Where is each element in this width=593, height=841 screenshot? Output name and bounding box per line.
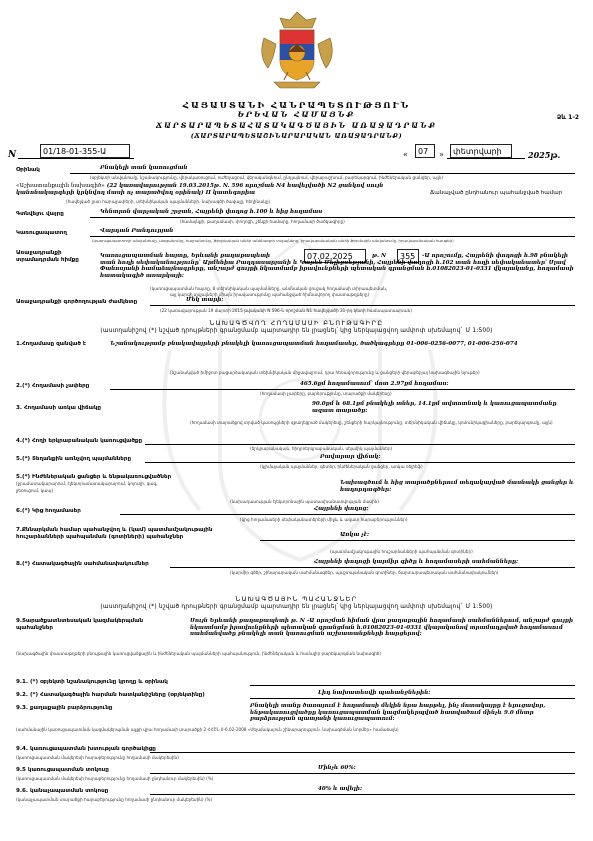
request-label: Առաջադրանքի տրամադրման հիմքը [16,250,79,263]
s1-r1-note: (նշանակված իմիջոտ բացարձակական տեխնիկական միջավայրում, դրա հեռավորությունը և ցանցերի վերաբերյալ նախագծային նյութեր) [170,370,480,375]
s1-r8-value: Առկա չէ: [340,532,370,538]
term-value: Մեկ տարի: [186,297,224,303]
s1-r5-label: 5.(*) Տեղանքին առնչվող պայմանները [16,456,132,462]
s1-r4-note: (երկրաբանական, հիդրոերկրաբանական, սեյսմիկ պայմաններ) [250,446,393,451]
request-text-2: թ. N [372,253,387,259]
doc-number-field[interactable]: 01/18-01-355-Ա [40,144,130,158]
coat-of-arms-emblem [254,8,340,90]
orderer-note: (օբյեկտի անվանումը, նշանակությունը, վերակառուցում, ուժեղացում, վերականգնում, ընդլայնում, վերաբաշխում, բարեկարգում, ինժեներական ցանցեր, այլն) [90,175,444,180]
header-community: ԵՐԵՎԱՆ ՀԱՄԱՅՆՔ [237,110,356,119]
owner-value: Վարդան Բանդուրյան [100,228,174,234]
request-note-2: այլ կարգի տվյալների միայն իրավասությունը պահանջված հիմնավորող փաստաթղթերը) [170,292,370,297]
s2-r2-label: 9.1. (*) օբյեկտի նշանակությունը կրողը և օրինակ [16,679,168,685]
s1-r3-value: 90.0քմ և 68.1քմ բնակելի տներ, 14.1քմ ավտոտնակ և կառուցապատմանը ազատ տարածք: [312,401,557,414]
basis-text [16,183,396,196]
term-note: (22 կառավարության 19 մարտի 2015 թվականի N 596-Ն որոշման N1 հավելվածի 31-րդ կետի համապատասխան) [160,308,412,313]
request-text-1: Կառուցապատման հայտը, Երևանի քաղաքապետի [100,253,271,259]
s2-r1-note: (նախագծային փաստաթղթերի բնույթային կառուցվածքային և ինժեներական պայմանների պահպանություն, ինժեներական և համալիր բարեկարգման նախագիծ) [16,651,382,656]
s1-r7-note: (կից հողամասերի սեփականատերերի միջև և ազատ հարաբերություններ) [240,517,408,522]
s2-r4-note: (սահմանային կառուցապատման կազմակերպման աչքի վրա հողամասի տարածքի 2 ՀՀՇՆ II-6.02-2008 «Սեյսմակայուն շինարարություն. նախագծման նորմեր» համաձայն) [16,727,399,732]
s1-r5-note: (կլիմայական պայմաններ, գետեր, ինժեներական ցանցեր, առկա ռելիեֆ) [260,464,423,469]
quote-open: « [403,150,408,159]
s1-r3-label: 3. Հողամասի առկա վիճակը [16,405,101,411]
orderer-label: Օրինակ [16,167,40,173]
address-value: Կենտրոն վարչական շրջան, Հայրենի փողոց հ.100 և հից հողամաս [100,209,323,215]
basis-label: «Աշխատանքային նախագիծ» [16,183,105,189]
s1-r7-label: 6.(*) Կից հողամասեր [16,508,81,514]
s2-r6-value: Մինչև 60%: [318,765,356,771]
request-note-1: (կառուցապատման հայտը, 8 տեխնիկական պայմանները, անմնական ցուցակ հողամասի տիրապետման, [150,286,388,291]
s2-r1-label: 9.Տարածքատնտեսական կազմակերպման պահանջներ [16,618,144,631]
term-label: Առաջադրանքի գործողության ժամկետը [16,299,138,305]
s1-r2-note: (հողամասի չափերը, բարձրությունը, տարածքի մակերեսը) [260,391,392,396]
page-title: ՃԱՐՏԱՐԱՊԵՏԱՀԱՏԱԿԱԳԾԱՅԻՆ ԱՌԱՋԱԴՐԱՆՔ [155,121,438,130]
basis-right-label: Ճանաչված ընդհանուր պահանջված համար [430,190,563,196]
s1-r6-note: (նախադասության էլեկտրոնային պատասխանատվության մասին) [230,499,380,504]
basis-value: (22 կառավարության 19.03.2015թ. N. 596 որոշման N4 հավելվածի N2 ցանկով սույն կանոնակարգերի կրկնվող մասի ոչ տարածվող օրինակ) II կատեգորիա [16,183,384,196]
doc-year: 2025թ. [528,150,561,160]
quote-close: » [439,150,444,159]
s1-r3-note: (հողամասի տարածքով տրված կառույցների զբաղեցրած մակերեսը, շենքերի հարկայնությունը, տեխնիկական վիճակը, կոմունիկացիաները, բարեկարգումը, այլն) [190,420,553,425]
s1-r6-value: Նախագծում և հից տարածքներում տեղակայված մասնակի ցանցեր և հաղորդագծեր: [340,480,574,493]
s1-r1-value: Նշանակությամբ բնակավայրերի բնակելի կառուցապատման հողամասեր, ծածկագրերը 01-006-0256-0077, 01-006-256-074 [110,341,518,347]
doc-day-field[interactable]: 07 [415,144,435,158]
s2-r7-note: (կանաչապատման տարածքի հարաբերությունը հողամասի ընդհանուր մակերեսին) (%) [16,797,213,802]
s1-r8-note: (պատմամշակութային հուշարձանների պահպանման գոտիներ) [330,549,473,554]
owner-label: Կառուցապատող [16,230,67,236]
orderer-value: Բնակելի տան կառուցման [100,165,188,171]
address-note: (համայնքի, թաղամասի, փողոցի, շենքի համարը, հողամասի ծածկագիրը) [180,219,345,224]
s1-r7-value: Հայրենի փողոց: [314,506,369,512]
s2-r6-label: 9.5 կառուցապատման տոկոսը [16,767,109,773]
request-date-field[interactable]: 07.02.2025 [304,249,366,263]
s2-r3-value: Լիդ նախատեսվի պահանջներին: [318,690,431,696]
section1-note: (աստղանիշով (*) նշված դրույթների գրանցմամբ պարտադիր են լրացնել՝ կից ներկայացվող ամփոփ սխեմայով` Մ 1:500) [100,328,493,334]
address-label: Գտնվելու վայրը [16,211,64,217]
s2-r5-label: 9.4. կառուցապատման խտության գործակիցը [16,746,156,752]
s1-r9-value: Հայրենի փողոցի կարմիր գիծը և հողամասերի սահմանները: [314,559,519,565]
s2-r7-label: 9.6. կանաչապատման տոկոսը [16,788,109,794]
s1-r5-value: Բավարար վիճակ: [320,454,381,460]
s1-r2-value: 465.6քմ հողամասում՝ մոտ 2.97քմ հողամաս: [300,381,449,387]
s1-r9-label: 8.(*) Հատակագծային սահմանափակումներ [16,561,149,567]
s1-r1-label: 1.Հողամասը զանված է [16,341,87,347]
s2-r5-note: (կառուցապատման մակերեսի հարաբերությունը հողամասի մակերեսին) [16,755,179,760]
owner-note: (կառուցապատողի անվանումը, ազգանունը, հայրանունը, ֆիզիկական անձի անձնագրի տվյալները, իրավաբանական անձի ֆիրմային անվանումը, իրավաբանական հասցեն) [92,238,454,243]
page-subtitle: (ՃԱՐՏԱՐԱՊԵՏԱՇԻՆԱՐԱՐԱԿԱՆ ԱՌԱՋԱԴՐԱՆՔ) [190,132,403,140]
s1-r9-note: (կարմիր գծեր, շինարարական սահմանագծեր, պաշտպանական գոտիներ, ճարտարապետական սահմանափակումներ) [230,570,499,575]
request-number-field[interactable]: 355 [397,249,419,263]
s1-r6-sub: (ջրամատակարարում, էլեկտրամատակարարում, կոյուղի, գազ, ջեռուցում, կապ) [16,481,158,493]
header-country: ՀԱՅԱՍՏԱՆԻ ՀԱՆՐԱՊԵՏՈՒԹՅՈՒՆ [182,100,411,110]
s2-r3-label: 9.2. (*) Հատակագծային հարման հատկանիշները (օբյեկտինը) [16,692,205,698]
section1-title: ՆԱԽԱԳԾՎՈՂ ՀՈՂԱՄԱՍԻ ԲՆՈՒԹԱԳԻՐԸ [209,319,384,327]
s2-r4-value: Բնակելի տանը ծառայում է հողամասի մեկին նրա հարթել, ինչ մոտակայքը է ելուցավոր, ենթակառուցվածքը կառուցապատման կազմակերպված հատվածում մինչև 9.0 մետր բարձրության պատյանի կառուցապատում: [250,703,546,723]
doc-number-prefix: N [8,150,17,160]
s1-r8-label: 7.Քննարկման համար պահանջվող և (կամ) պատմամշակութային հուշարձանների պահպանման (գոտիների) պահանջներ [16,527,213,540]
request-text-3: -Ա որոշումը, Հայրենի փողոցի հ.98 բնակելի տան հողի սեփականությունը՝ Արմենիա Բաղդասարյանի և Կարեն Մելիքսեթյանի, Հայրենի փողոցի հ.102 տան հողի սեփականատեր՝ Սլավ Փանոսյանի համաձայնագրերը, անշարժ գույքի նկատմամբ իրավունքների պետական գրանցման հ.01082023-01-0331 վկայականը, հողամասի հատակագիծ առարկայի: [100,253,574,279]
basis-note: (հավելված ըստ հարաչափերի, տեխնիկական պայմանների, նախագծի ծավալը, հեղինակը) [66,199,271,204]
section2-title: ՆԱԽԱԳԾԱՅԻՆ ՊԱՀԱՆՋՆԵՐ [235,595,358,603]
s1-r2-label: 2.(*) Հողամասի չափերը [16,383,90,389]
s2-r7-value: 40% և ավելի: [318,786,363,792]
page-number: Ձև 1-2 [556,114,579,121]
doc-month-field[interactable]: փետրվարի [450,144,512,158]
s2-r1-value: Սույն Երևանի քաղաքապետի թ. N -Ա որոշման հիման վրա քաղաքային հողամասի սահմաններում, անշարժ գույքի նկատմամբ իրավունքների պետական գրանցման հ.01082023-01-0331 վկայականով տրամադրված հողամասում սահմանվածը բնակելի տան կառուցման աշխատանքների հարցերով: [190,618,574,638]
s1-r4-label: 4.(*) Հողի երկրաբանական կառուցվածքը [16,438,143,444]
s2-r4-label: 9.3. քաղաքային բարձրությունը [16,705,113,711]
s2-r6-note: (կառուցապատման մակերեսի հարաբերությունը հողամասի ընդհանուր մակերեսին) (%) [16,776,214,781]
section2-note: (աստղանիշով (*) նշված դրույթների գրանցմամբ պարտադիր են լրացնել՝ կից ներկայացվող ամփոփ սխեմայով` Մ 1:500) [100,604,493,610]
s1-r6-label: 5.(*) Ինժեներական ցանցեր և ենթակառուցվածներ [16,474,172,480]
